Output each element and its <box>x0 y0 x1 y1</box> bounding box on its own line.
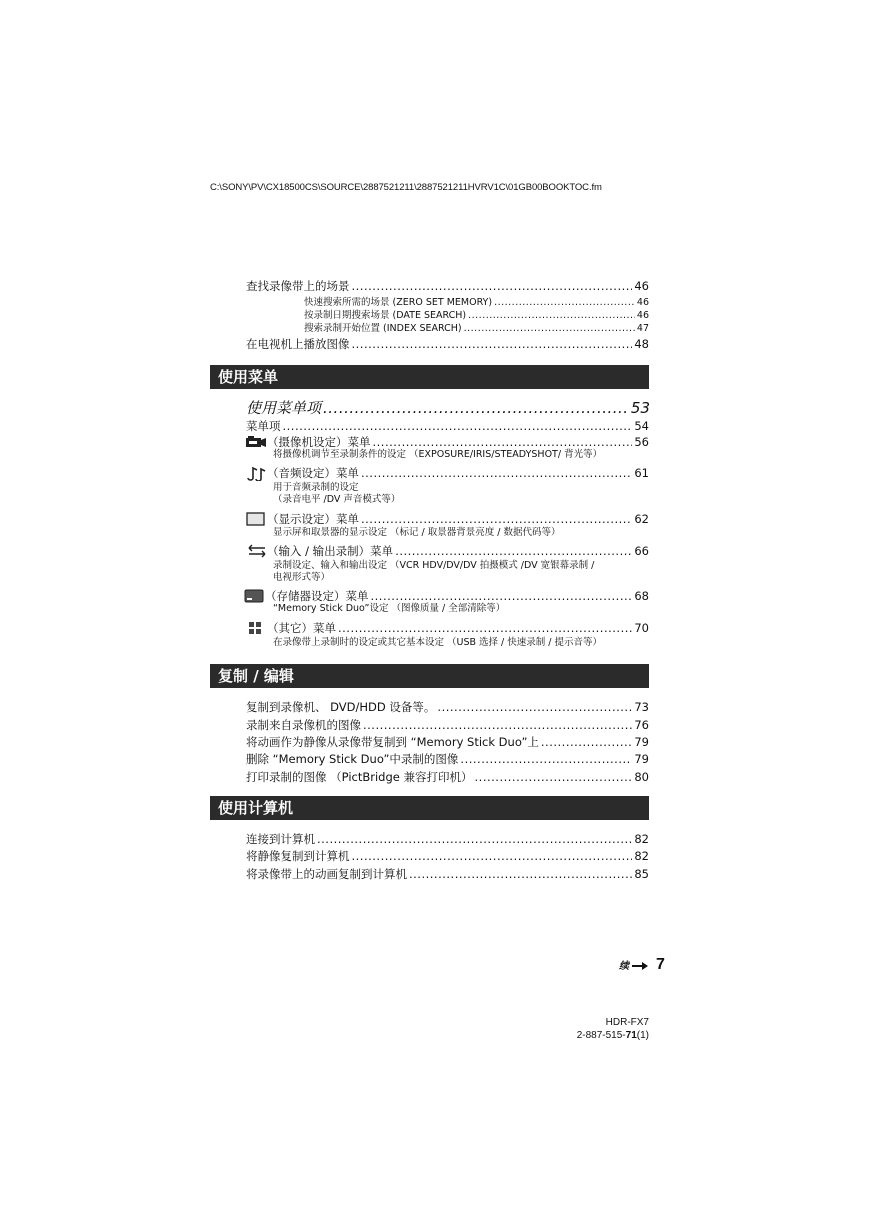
toc-row[interactable]: 将录像带上的动画复制到计算机 ..... 85 <box>246 866 649 882</box>
toc-heading-row[interactable]: 使用菜单项 ..... 53 <box>246 397 650 418</box>
display-settings-icon <box>246 511 266 525</box>
toc-row[interactable]: 在电视机上播放图像 ..... 48 <box>246 336 649 352</box>
toc-row[interactable]: 将动画作为静像从录像带复制到 “Memory Stick Duo”上 ..... 79 <box>246 734 649 750</box>
entry-description: “Memory Stick Duo”设定 （图像质量 / 全部清除等） <box>273 603 506 614</box>
model-name: HDR-FX7 <box>605 1017 649 1028</box>
section-header-menu: 使用菜单 <box>210 365 649 389</box>
entry-description: 在录像带上录制时的设定或其它基本设定 （USB 选择 / 快速录制 / 提示音等） <box>273 637 603 648</box>
toc-row[interactable]: 复制到录像机、 DVD/HDD 设备等。 ..... 73 <box>246 699 649 715</box>
toc-row[interactable]: （其它）菜单 ..... 70 <box>267 620 649 636</box>
others-icon <box>248 620 268 634</box>
file-path: C:\SONY\PV\CX18500CS\SOURCE\2887521211\2887521211HVRV1C\01GB00BOOKTOC.fm <box>210 182 602 193</box>
toc-row[interactable]: 将静像复制到计算机 ..... 82 <box>246 848 649 864</box>
toc-subrow[interactable]: 搜索录制开始位置 (INDEX SEARCH) ..... 47 <box>304 320 649 334</box>
toc-row[interactable]: （音频设定）菜单 ..... 61 <box>267 465 649 481</box>
section-header-computer: 使用计算机 <box>210 796 649 820</box>
toc-row[interactable]: （输入 / 输出录制）菜单 ..... 66 <box>267 543 649 559</box>
continued-indicator[interactable] <box>619 955 665 974</box>
audio-settings-icon <box>245 465 265 479</box>
arrow-right-icon <box>632 955 648 974</box>
toc-row[interactable]: 打印录制的图像 （PictBridge 兼容打印机） ..... 80 <box>246 769 649 785</box>
entry-description: 录制设定、输入和输出设定 （VCR HDV/DV/DV 拍摄模式 /DV 宽银幕录制 / <box>273 560 595 571</box>
in-out-rec-icon <box>246 543 266 557</box>
entry-description: 显示屏和取景器的显示设定 （标记 / 取景器背景亮度 / 数据代码等） <box>273 527 561 538</box>
entry-description: 将摄像机调节至录制条件的设定 （EXPOSURE/IRIS/STEADYSHOT/ 背光等） <box>273 449 603 460</box>
toc-row[interactable]: （显示设定）菜单 ..... 62 <box>267 511 649 527</box>
page-number: 7 <box>656 955 665 973</box>
doc-code: 2-887-515-71(1) <box>576 1030 649 1041</box>
toc-subrow[interactable]: 快速搜索所需的场景 (ZERO SET MEMORY) ..... 46 <box>304 294 649 308</box>
entry-description: 用于音频录制的设定 <box>273 482 359 493</box>
toc-row[interactable]: （摄像机设定）菜单 ..... 56 <box>267 434 649 450</box>
memory-settings-icon <box>244 588 264 602</box>
section-header-copy-edit: 复制 / 编辑 <box>210 664 649 688</box>
toc-row[interactable]: 查找录像带上的场景 ..... 46 <box>246 278 649 294</box>
camera-settings-icon <box>245 434 265 448</box>
entry-description: （录音电平 /DV 声音模式等） <box>273 494 401 505</box>
toc-row[interactable]: 连接到计算机 ..... 82 <box>246 831 649 847</box>
toc-row[interactable]: 录制来自录像机的图像 ..... 76 <box>246 717 649 733</box>
continued-label: 续 <box>619 961 629 972</box>
entry-description: 电视形式等） <box>273 572 331 583</box>
toc-row[interactable]: 菜单项 ..... 54 <box>246 418 649 434</box>
toc-row[interactable]: 删除 “Memory Stick Duo”中录制的图像 ..... 79 <box>246 751 649 767</box>
toc-row[interactable]: （存储器设定）菜单 ..... 68 <box>265 588 649 604</box>
toc-subrow[interactable]: 按录制日期搜索场景 (DATE SEARCH) ..... 46 <box>304 307 649 321</box>
